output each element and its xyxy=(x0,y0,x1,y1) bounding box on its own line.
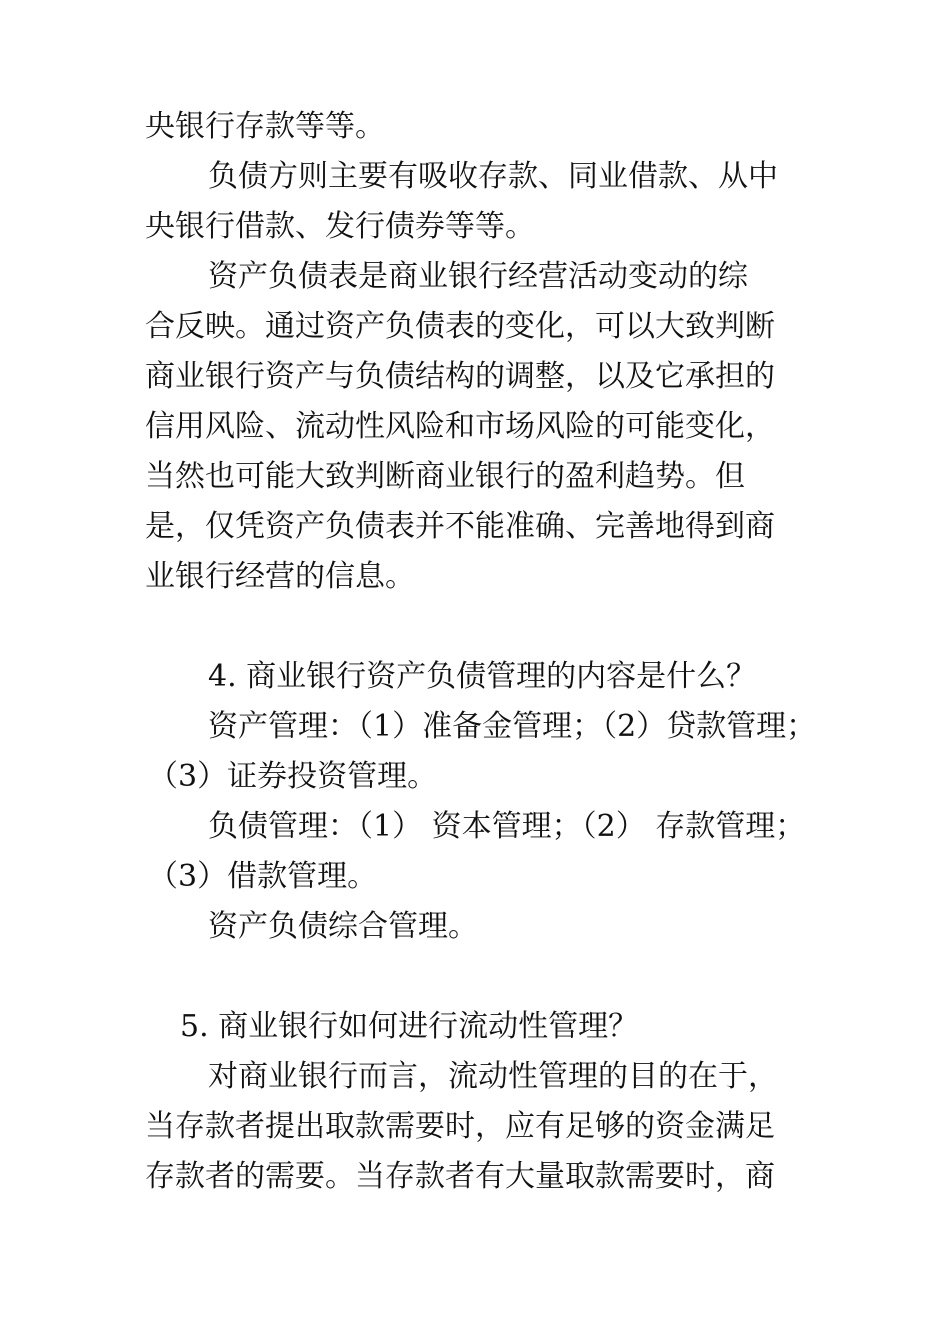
text-line: 业银行经营的信息。 xyxy=(145,559,415,594)
text-line: 存款者的需要。当存款者有大量取款需要时，商 xyxy=(145,1159,775,1194)
text-line: 负债方则主要有吸收存款、同业借款、从中 xyxy=(208,159,778,194)
text-line: （3）借款管理。 xyxy=(148,859,378,894)
text-line: 资产负债表是商业银行经营活动变动的综 xyxy=(208,259,748,294)
text-line: 资产管理：（1）准备金管理；（2）贷款管理； xyxy=(208,709,817,744)
text-line: 信用风险、流动性风险和市场风险的可能变化， xyxy=(145,409,775,444)
text-line: 资产负债综合管理。 xyxy=(208,909,478,944)
text-line: （3）证券投资管理。 xyxy=(148,759,438,794)
section-heading: 4. 商业银行资产负债管理的内容是什么？ xyxy=(208,659,757,694)
text-line: 负债管理：（1） 资本管理；（2） 存款管理； xyxy=(208,809,806,844)
text-line: 当存款者提出取款需要时，应有足够的资金满足 xyxy=(145,1109,775,1144)
section-heading: 5. 商业银行如何进行流动性管理？ xyxy=(180,1009,639,1044)
text-line: 当然也可能大致判断商业银行的盈利趋势。但 xyxy=(145,459,745,494)
text-line: 央银行借款、发行债券等等。 xyxy=(145,209,535,244)
text-line: 对商业银行而言，流动性管理的目的在于， xyxy=(208,1059,778,1094)
text-line: 商业银行资产与负债结构的调整，以及它承担的 xyxy=(145,359,775,394)
text-line: 合反映。通过资产负债表的变化，可以大致判断 xyxy=(145,309,775,344)
text-line: 央银行存款等等。 xyxy=(145,109,385,144)
text-line: 是，仅凭资产负债表并不能准确、完善地得到商 xyxy=(145,509,775,544)
